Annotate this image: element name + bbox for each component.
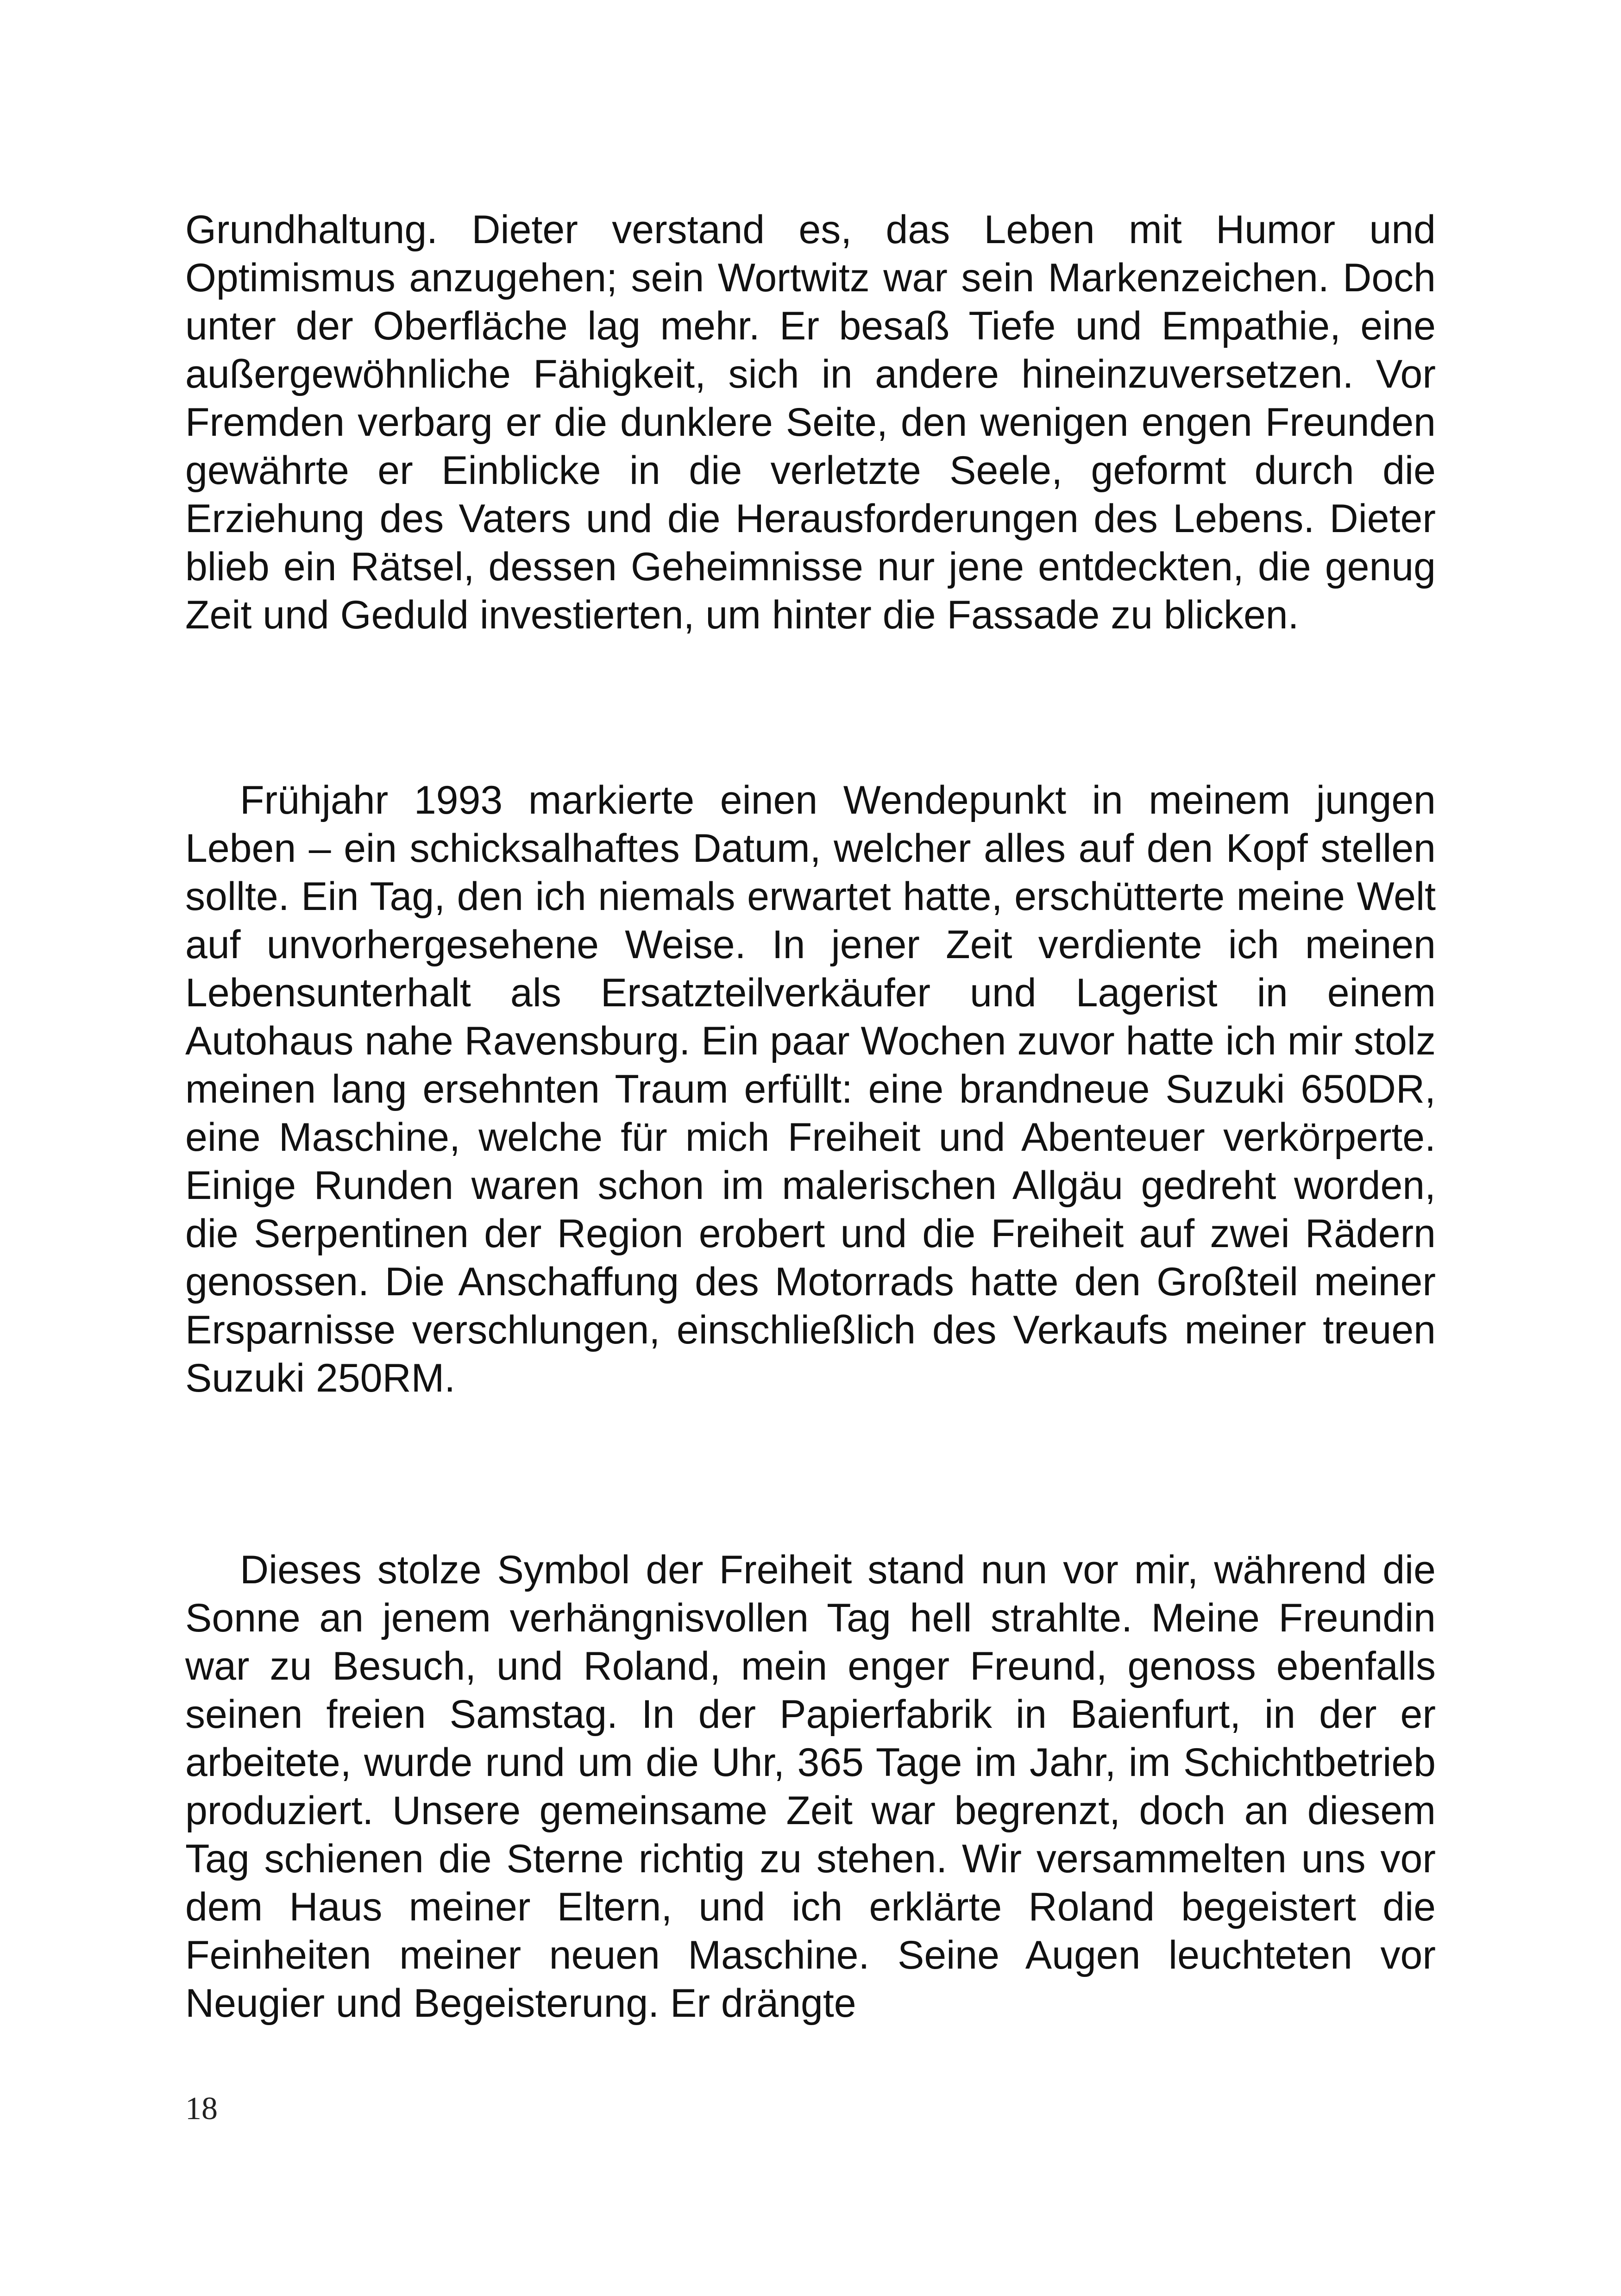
paragraph-symbol-of-freedom	[185, 1546, 1436, 2027]
paragraph-continuation	[185, 206, 1436, 639]
paragraph-text: Dieses stolze Symbol der Freiheit stand nun vor mir, während die Sonne an jenem verhängnisvollen Tag hell strahlte. Meine Freundin war zu Besuch, und Roland, mein enger Freund, genoss ebenfalls seinen freien Samstag. In der Papierfabrik in Baienfurt, in der er arbeitete, wurde rund um die Uhr, 365 Tage im Jahr, im Schichtbetrieb produziert. Unsere gemeinsame Zeit war begrenzt, doch an diesem Tag schienen die Sterne richtig zu stehen. Wir versammelten uns vor dem Haus meiner Eltern, und ich erklärte Roland begeistert die Feinheiten meiner neuen Maschine. Seine Augen leuchteten vor Neugier und Begeisterung. Er drängte	[185, 1548, 1436, 2026]
paragraph-spring-1993	[185, 776, 1436, 1402]
paragraph-text: Grundhaltung. Dieter verstand es, das Leben mit Humor und Optimismus anzugehen; sein Wortwitz war sein Markenzeichen. Doch unter der Oberfläche lag mehr. Er besaß Tiefe und Empathie, eine außergewöhnliche Fähigkeit, sich in andere hineinzuversetzen. Vor Fremden verbarg er die dunklere Seite, den wenigen engen Freunden gewährte er Einblicke in die verletzte Seele, geformt durch die Erziehung des Vaters und die Herausforderungen des Lebens. Dieter blieb ein Rätsel, dessen Geheimnisse nur jene entdeckten, die genug Zeit und Geduld investierten, um hinter die Fassade zu blicken.	[185, 207, 1436, 637]
paragraph-text: Frühjahr 1993 markierte einen Wendepunkt in meinem jungen Leben – ein schicksalhaftes Datum, welcher alles auf den Kopf stellen sollte. Ein Tag, den ich niemals erwartet hatte, erschütterte meine Welt auf unvorhergesehene Weise. In jener Zeit verdiente ich meinen Lebensunterhalt als Ersatzteilverkäufer und Lagerist in einem Autohaus nahe Ravensburg. Ein paar Wochen zuvor hatte ich mir stolz meinen lang ersehnten Traum erfüllt: eine brandneue Suzuki 650DR, eine Maschine, welche für mich Freiheit und Abenteuer verkörperte. Einige Runden waren schon im malerischen Allgäu gedreht worden, die Serpentinen der Region erobert und die Freiheit auf zwei Rädern genossen. Die Anschaffung des Motorrads hatte den Großteil meiner Ersparnisse verschlungen, einschließlich des Verkaufs meiner treuen Suzuki 250RM.	[185, 778, 1436, 1400]
page-number: 18	[185, 2091, 218, 2127]
